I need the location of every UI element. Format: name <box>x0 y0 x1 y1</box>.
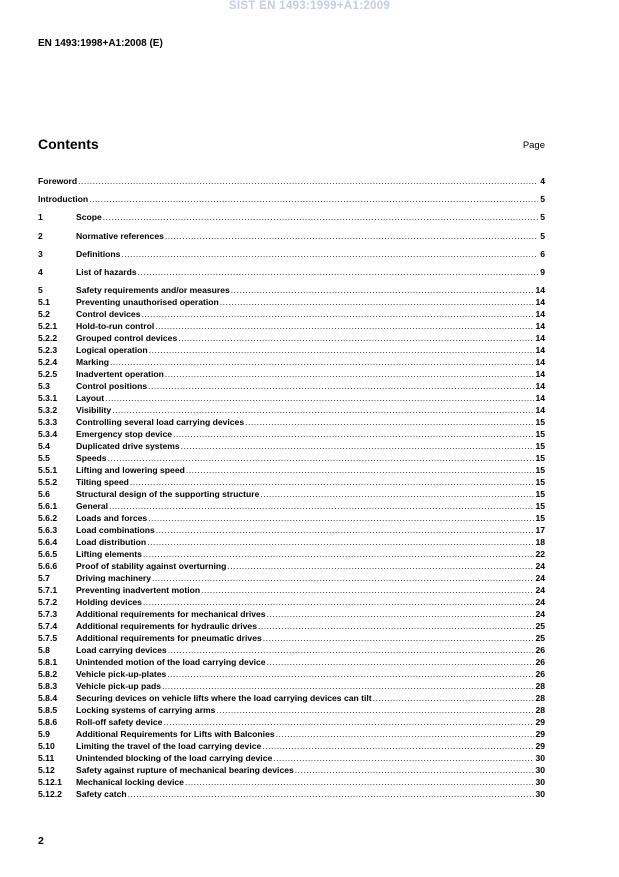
toc-entry-title: Control devices <box>76 309 141 320</box>
toc-entry-number: 5.7.3 <box>38 609 58 620</box>
toc-entry-title: List of hazards <box>76 266 137 277</box>
toc-entry-title: Grouped control devices <box>76 333 178 344</box>
dot-leader <box>128 788 535 800</box>
toc-entry-page: 15 <box>535 513 545 524</box>
toc-entry-number: 5.7.5 <box>38 633 58 644</box>
toc-entry-page: 14 <box>535 345 545 356</box>
toc-entry-title: Tilting speed <box>76 477 129 488</box>
toc-entry-title: Safety catch <box>76 789 127 800</box>
toc-entry-title: Safety against rupture of mechanical bearing devices <box>76 765 294 776</box>
toc-entry-number: 5.8 <box>38 645 50 656</box>
toc-entry-title: Emergency stop device <box>76 429 173 440</box>
toc-entry-number: 5.6.6 <box>38 561 58 572</box>
toc-entry-page: 24 <box>535 609 545 620</box>
toc-entry[interactable] <box>38 620 545 632</box>
dot-leader <box>78 175 538 187</box>
toc-entry-page: 17 <box>535 525 545 536</box>
toc-entry-title: Duplicated drive systems <box>76 441 180 452</box>
dot-leader <box>103 211 538 223</box>
toc-entry-page: 5 <box>540 194 545 205</box>
toc-entry[interactable] <box>38 524 545 536</box>
toc-entry[interactable] <box>38 193 545 205</box>
dot-leader <box>110 356 534 368</box>
toc-entry[interactable] <box>38 266 545 278</box>
toc-entry[interactable] <box>38 368 545 380</box>
toc-entry-page: 25 <box>535 633 545 644</box>
toc-entry-title: Load distribution <box>76 537 147 548</box>
toc-entry-number: 5.8.3 <box>38 681 58 692</box>
toc-entry-number: 5.1 <box>38 297 50 308</box>
toc-entry-page: 29 <box>535 729 545 740</box>
dot-leader <box>165 230 538 242</box>
dot-leader <box>260 488 534 500</box>
dot-leader <box>121 248 538 260</box>
dot-leader <box>181 440 535 452</box>
toc-entry-title: Mechanical locking device <box>76 777 184 788</box>
toc-entry-number: 4 <box>38 266 43 277</box>
dot-leader <box>295 764 535 776</box>
dot-leader <box>109 500 534 512</box>
toc-entry[interactable] <box>38 704 545 716</box>
toc-entry-title: Preventing unauthorised operation <box>76 297 219 308</box>
toc-entry-title: Speeds <box>76 453 107 464</box>
toc-entry-page: 28 <box>535 681 545 692</box>
dot-leader <box>105 392 534 404</box>
dot-leader <box>185 776 534 788</box>
toc-entry-page: 30 <box>535 777 545 788</box>
dot-leader <box>108 452 535 464</box>
dot-leader <box>143 548 535 560</box>
dot-leader <box>155 320 534 332</box>
toc-entry-number: 5.2.1 <box>38 321 58 332</box>
toc-entry-page: 26 <box>535 669 545 680</box>
dot-leader <box>152 572 534 584</box>
toc-entry-page: 28 <box>535 693 545 704</box>
toc-entry-number: 5.3.2 <box>38 405 58 416</box>
toc-entry[interactable] <box>38 752 545 764</box>
toc-entry-page: 14 <box>535 405 545 416</box>
dot-leader <box>231 284 535 296</box>
toc-entry-number: 5.8.5 <box>38 705 58 716</box>
toc-entry-number: 5.6.4 <box>38 537 58 548</box>
toc-entry-title: Preventing inadvertent motion <box>76 585 201 596</box>
dot-leader <box>147 536 534 548</box>
watermark: SIST EN 1493:1999+A1:2009 <box>228 0 391 12</box>
toc-entry-number: 5.6.1 <box>38 501 58 512</box>
toc-entry-title: Control positions <box>76 381 148 392</box>
toc-entry-page: 30 <box>535 753 545 764</box>
toc-entry-title: General <box>76 501 109 512</box>
toc-entry[interactable] <box>38 536 545 548</box>
toc-entry-page: 14 <box>535 393 545 404</box>
toc-entry-number: 5.5 <box>38 453 50 464</box>
toc-entry[interactable] <box>38 764 545 776</box>
toc-entry[interactable] <box>38 230 545 242</box>
dot-leader <box>112 404 534 416</box>
toc-entry-page: 24 <box>535 561 545 572</box>
toc-entry-page: 15 <box>535 465 545 476</box>
toc-entry[interactable] <box>38 692 545 704</box>
toc-entry-number: 5.8.1 <box>38 657 58 668</box>
toc-entry[interactable] <box>38 428 545 440</box>
toc-entry-page: 14 <box>535 321 545 332</box>
dot-leader <box>165 368 535 380</box>
toc-entry-title: Lifting and lowering speed <box>76 465 185 476</box>
toc-entry[interactable] <box>38 175 545 187</box>
toc-entry[interactable] <box>38 668 545 680</box>
dot-leader <box>262 740 534 752</box>
toc-entry-page: 22 <box>535 549 545 560</box>
dot-leader <box>148 512 534 524</box>
toc-entry-title: Structural design of the supporting structure <box>76 489 260 500</box>
toc-entry-page: 28 <box>535 705 545 716</box>
toc-entry-title: Vehicle pick-up-plates <box>76 669 167 680</box>
toc-entry-title: Logical operation <box>76 345 148 356</box>
toc-entry-page: 14 <box>535 357 545 368</box>
toc-entry[interactable] <box>38 776 545 788</box>
toc-entry-title: Additional Requirements for Lifts with Balconies <box>76 729 275 740</box>
toc-entry-title: Additional requirements for mechanical drives <box>76 609 266 620</box>
toc-entry[interactable] <box>38 644 545 656</box>
toc-entry-page: 29 <box>535 717 545 728</box>
toc-entry-number: 5.2.2 <box>38 333 58 344</box>
toc-entry-page: 15 <box>535 429 545 440</box>
toc-entry-title: Normative references <box>76 230 164 241</box>
toc-entry-page: 24 <box>535 597 545 608</box>
dot-leader <box>130 476 535 488</box>
toc-entry-number: 5.2.5 <box>38 369 58 380</box>
toc-entry[interactable] <box>38 284 545 296</box>
toc-entry-title: Layout <box>76 393 105 404</box>
toc-entry[interactable] <box>38 248 545 260</box>
toc-entry-page: 29 <box>535 741 545 752</box>
toc-entry-number: 5.7.1 <box>38 585 58 596</box>
toc-entry[interactable] <box>38 320 545 332</box>
dot-leader <box>267 608 535 620</box>
dot-leader <box>216 704 534 716</box>
toc-entry-title: Definitions <box>76 248 121 259</box>
toc-entry[interactable] <box>38 572 545 584</box>
table-of-contents <box>38 175 545 800</box>
toc-entry[interactable] <box>38 416 545 428</box>
toc-entry[interactable] <box>38 548 545 560</box>
dot-leader <box>167 668 534 680</box>
dot-leader <box>186 464 535 476</box>
toc-entry-number: 5.10 <box>38 741 55 752</box>
toc-entry-number: 5.12 <box>38 765 55 776</box>
toc-entry-title: Additional requirements for pneumatic drives <box>76 633 262 644</box>
toc-entry-page: 26 <box>535 657 545 668</box>
toc-entry-page: 15 <box>535 501 545 512</box>
toc-entry-title: Driving machinery <box>76 573 151 584</box>
dot-leader <box>201 584 534 596</box>
toc-entry[interactable] <box>38 788 545 800</box>
toc-entry-title: Foreword <box>38 176 78 186</box>
dot-leader <box>273 752 534 764</box>
toc-entry-title: Locking systems of carrying arms <box>76 705 216 716</box>
dot-leader <box>141 308 534 320</box>
toc-entry-number: 5.3.1 <box>38 393 58 404</box>
document-header: EN 1493:1998+A1:2008 (E) <box>38 38 163 49</box>
toc-entry-page: 15 <box>535 477 545 488</box>
toc-entry-number: 1 <box>38 212 43 223</box>
toc-entry-number: 5.7 <box>38 573 50 584</box>
toc-entry[interactable] <box>38 608 545 620</box>
dot-leader <box>163 716 534 728</box>
toc-entry-title: Limiting the travel of the load carrying device <box>76 741 262 752</box>
toc-entry-page: 15 <box>535 453 545 464</box>
toc-entry-number: 5.2 <box>38 309 50 320</box>
toc-entry[interactable] <box>38 584 545 596</box>
toc-entry-title: Hold-to-run control <box>76 321 155 332</box>
toc-entry-page: 9 <box>540 266 545 277</box>
toc-entry[interactable] <box>38 380 545 392</box>
toc-entry-page: 24 <box>535 585 545 596</box>
toc-entry-number: 5.8.4 <box>38 693 58 704</box>
toc-entry-page: 30 <box>535 765 545 776</box>
toc-entry-number: 5.2.4 <box>38 357 58 368</box>
toc-entry-number: 5.3 <box>38 381 50 392</box>
dot-leader <box>263 632 535 644</box>
toc-entry[interactable] <box>38 211 545 223</box>
toc-entry-page: 15 <box>535 441 545 452</box>
toc-entry[interactable] <box>38 452 545 464</box>
toc-entry[interactable] <box>38 356 545 368</box>
page-column-label: Page <box>522 140 545 151</box>
toc-entry-page: 14 <box>535 381 545 392</box>
toc-entry-page: 15 <box>535 489 545 500</box>
toc-entry-title: Load carrying devices <box>76 645 167 656</box>
contents-title: Contents <box>38 136 99 152</box>
toc-entry-page: 14 <box>535 369 545 380</box>
toc-entry[interactable] <box>38 404 545 416</box>
toc-entry-number: 5.7.4 <box>38 621 58 632</box>
toc-entry-title: Roll-off safety device <box>76 717 163 728</box>
dot-leader <box>245 416 534 428</box>
toc-entry-title: Vehicle pick-up pads <box>76 681 162 692</box>
toc-entry-page: 14 <box>535 297 545 308</box>
dot-leader <box>156 524 535 536</box>
toc-entry-number: 5.7.2 <box>38 597 58 608</box>
toc-entry-page: 6 <box>540 248 545 259</box>
dot-leader <box>138 266 538 278</box>
toc-entry-page: 26 <box>535 645 545 656</box>
toc-entry-number: 3 <box>38 248 43 259</box>
dot-leader <box>143 596 535 608</box>
toc-entry-page: 14 <box>535 309 545 320</box>
toc-entry[interactable] <box>38 464 545 476</box>
dot-leader <box>258 620 534 632</box>
toc-entry-page: 14 <box>535 333 545 344</box>
dot-leader <box>162 680 534 692</box>
toc-entry[interactable] <box>38 740 545 752</box>
toc-entry-page: 5 <box>540 230 545 241</box>
toc-entry-number: 5.4 <box>38 441 50 452</box>
toc-entry-number: 5.8.2 <box>38 669 58 680</box>
toc-entry-title: Safety requirements and/or measures <box>76 285 230 296</box>
toc-entry[interactable] <box>38 632 545 644</box>
toc-entry[interactable] <box>38 332 545 344</box>
toc-entry[interactable] <box>38 596 545 608</box>
toc-entry-number: 5.3.3 <box>38 417 58 428</box>
dot-leader <box>373 692 535 704</box>
toc-entry-number: 5.12.2 <box>38 789 62 800</box>
dot-leader <box>267 656 535 668</box>
toc-entry-page: 30 <box>535 789 545 800</box>
toc-entry-number: 5.5.2 <box>38 477 58 488</box>
toc-entry-title: Securing devices on vehicle lifts where the load carrying devices can tilt <box>76 693 372 704</box>
toc-entry-number: 5.12.1 <box>38 777 62 788</box>
toc-entry[interactable] <box>38 728 545 740</box>
toc-entry-number: 5.2.3 <box>38 345 58 356</box>
toc-entry-title: Unintended motion of the load carrying device <box>76 657 266 668</box>
toc-entry-page: 18 <box>535 537 545 548</box>
toc-entry-title: Additional requirements for hydraulic drives <box>76 621 257 632</box>
toc-entry-title: Lifting elements <box>76 549 142 560</box>
dot-leader <box>148 380 534 392</box>
page-number: 2 <box>38 835 44 847</box>
toc-entry-title: Holding devices <box>76 597 142 608</box>
toc-entry-page: 24 <box>535 573 545 584</box>
toc-entry-number: 5.6.5 <box>38 549 58 560</box>
toc-entry[interactable] <box>38 476 545 488</box>
toc-entry-number: 5 <box>38 285 43 296</box>
toc-entry-number: 5.8.6 <box>38 717 58 728</box>
toc-entry-number: 5.6.3 <box>38 525 58 536</box>
toc-entry-page: 15 <box>535 417 545 428</box>
toc-entry[interactable] <box>38 500 545 512</box>
toc-entry-title: Controlling several load carrying devices <box>76 417 245 428</box>
toc-entry[interactable] <box>38 344 545 356</box>
dot-leader <box>173 428 534 440</box>
dot-leader <box>227 560 534 572</box>
toc-entry-number: 5.9 <box>38 729 50 740</box>
toc-entry[interactable] <box>38 392 545 404</box>
toc-entry[interactable] <box>38 512 545 524</box>
toc-entry-title: Visibility <box>76 405 112 416</box>
toc-entry-page: 5 <box>540 212 545 223</box>
toc-entry-title: Scope <box>76 212 102 223</box>
toc-entry[interactable] <box>38 656 545 668</box>
toc-entry-title: Unintended blocking of the load carrying device <box>76 753 273 764</box>
dot-leader <box>178 332 534 344</box>
toc-entry-number: 2 <box>38 230 43 241</box>
toc-entry[interactable] <box>38 296 545 308</box>
toc-entry-number: 5.3.4 <box>38 429 58 440</box>
toc-entry-number: 5.5.1 <box>38 465 58 476</box>
toc-entry-title: Introduction <box>38 194 89 205</box>
toc-entry-title: Proof of stability against overturning <box>76 561 227 572</box>
toc-entry-page: 25 <box>535 621 545 632</box>
toc-entry-title: Loads and forces <box>76 513 148 524</box>
toc-entry-number: 5.6.2 <box>38 513 58 524</box>
dot-leader <box>220 296 535 308</box>
toc-entry[interactable] <box>38 716 545 728</box>
toc-entry[interactable] <box>38 680 545 692</box>
toc-entry-number: 5.6 <box>38 489 50 500</box>
toc-entry-title: Inadvertent operation <box>76 369 164 380</box>
dot-leader <box>89 193 538 205</box>
dot-leader <box>149 344 535 356</box>
toc-entry-title: Load combinations <box>76 525 155 536</box>
toc-entry-page: 4 <box>540 176 545 186</box>
toc-entry-title: Marking <box>76 357 109 368</box>
toc-entry[interactable] <box>38 440 545 452</box>
toc-entry-page: 14 <box>535 285 545 296</box>
toc-entry[interactable] <box>38 560 545 572</box>
toc-entry[interactable] <box>38 308 545 320</box>
toc-entry[interactable] <box>38 488 545 500</box>
dot-leader <box>168 644 535 656</box>
dot-leader <box>276 728 535 740</box>
toc-entry-number: 5.11 <box>38 753 55 764</box>
